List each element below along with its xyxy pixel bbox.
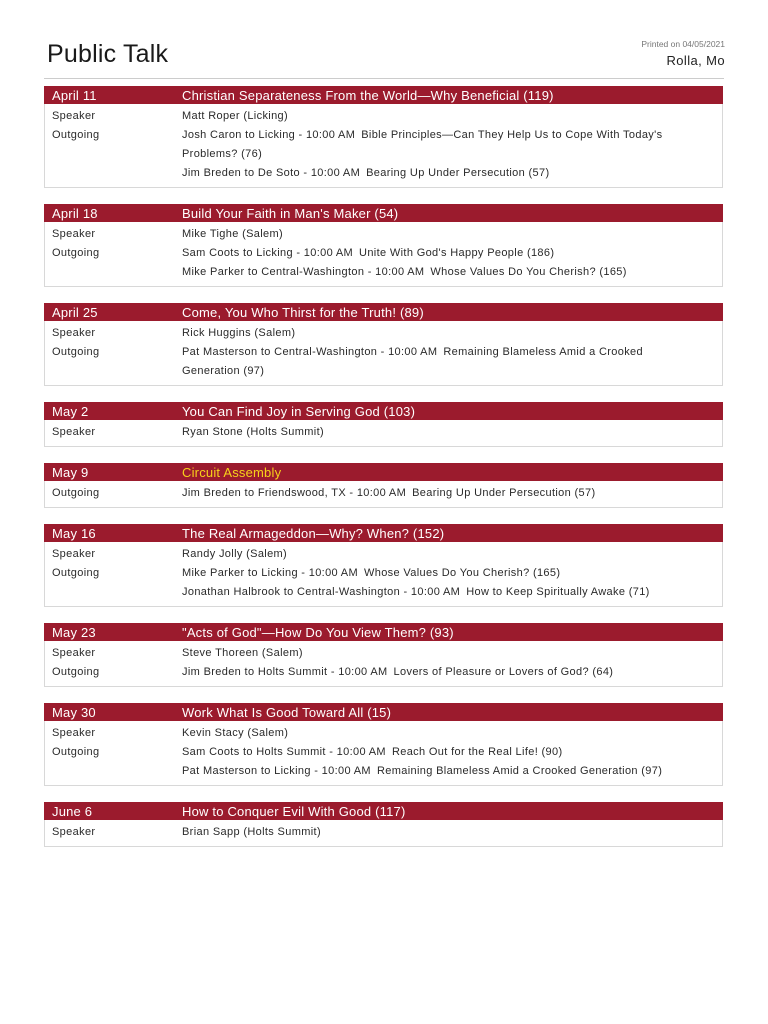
week-date: April 25 [52,304,98,320]
detail-text [182,244,722,263]
assignment-text: Kevin Stacy (Salem) [182,727,289,739]
assignment-text: Sam Coots to Holts Summit - 10:00 AM [182,746,386,758]
detail-row [45,545,722,564]
outgoing-talk-title: Whose Values Do You Cherish? (165) [430,266,627,278]
assignment-text: Brian Sapp (Holts Summit) [182,826,321,838]
schedule-week [44,463,723,508]
schedule-week [44,402,723,447]
detail-label: Speaker [52,548,96,560]
week-header-bar [44,204,723,222]
assignment-text: Jim Breden to Holts Summit - 10:00 AM [182,666,388,678]
week-talk-title: The Real Armageddon—Why? When? (152) [182,525,445,541]
schedule-week [44,703,723,786]
outgoing-talk-title: Reach Out for the Real Life! (90) [391,746,563,758]
outgoing-talk-title: Whose Values Do You Cherish? (165) [364,567,561,579]
detail-text [182,663,722,682]
detail-label [45,762,182,781]
detail-label [45,164,182,183]
detail-label: Outgoing [52,129,100,141]
week-header-bar [44,463,723,481]
week-date: April 11 [52,87,97,103]
assignment-text: Pat Masterson to Central-Washington - 10:00 AM [182,346,438,358]
week-details [44,222,723,287]
detail-label: Outgoing [52,487,100,499]
schedule-week [44,303,723,386]
week-details [44,481,723,508]
week-details [44,321,723,386]
detail-label [45,583,182,602]
week-date: May 16 [52,525,96,541]
week-date: May 30 [52,704,96,720]
week-talk-title: Build Your Faith in Man's Maker (54) [182,205,399,221]
assignment-text: Jonathan Halbrook to Central-Washington - 10:00 AM [182,586,461,598]
outgoing-talk-title: Unite With God's Happy People (186) [359,247,555,259]
assignment-text: Steve Thoreen (Salem) [182,647,303,659]
detail-row [45,583,722,602]
week-date: April 18 [52,205,98,221]
assignment-text: Rick Huggins (Salem) [182,327,296,339]
week-details [44,641,723,687]
detail-label: Speaker [52,327,96,339]
header-divider [44,78,724,79]
detail-row [45,644,722,663]
week-talk-title: Work What Is Good Toward All (15) [182,704,392,720]
assignment-text: Josh Caron to Licking - 10:00 AM [182,129,356,141]
week-header-bar [44,86,723,104]
detail-row [45,423,722,442]
congregation-location: Rolla, Mo [666,53,725,68]
detail-text [182,423,722,442]
week-event-title: Circuit Assembly [182,464,282,480]
detail-text [182,324,722,343]
detail-label: Speaker [52,228,96,240]
detail-row [45,244,722,263]
detail-label: Outgoing [52,746,100,758]
detail-label: Speaker [52,727,96,739]
detail-row [45,484,722,503]
assignment-text: Jim Breden to De Soto - 10:00 AM [182,167,361,179]
detail-label: Outgoing [52,346,100,358]
schedule-week [44,802,723,847]
detail-row [45,564,722,583]
schedule-week [44,204,723,287]
week-date: May 9 [52,464,89,480]
detail-text [182,343,722,381]
week-details [44,420,723,447]
detail-label: Outgoing [52,247,100,259]
detail-label: Speaker [52,110,96,122]
detail-text [182,545,722,564]
detail-row [45,663,722,682]
assignment-text: Randy Jolly (Salem) [182,548,288,560]
week-header-bar [44,303,723,321]
detail-row [45,164,722,183]
week-header-bar [44,703,723,721]
schedule-week [44,86,723,188]
week-date: June 6 [52,803,93,819]
outgoing-talk-title: How to Keep Spiritually Awake (71) [466,586,650,598]
detail-text [182,823,722,842]
schedule-week [44,623,723,687]
week-talk-title: Christian Separateness From the World—Why Beneficial (119) [182,87,554,103]
assignment-text: Mike Parker to Central-Washington - 10:00 AM [182,266,425,278]
assignment-text: Ryan Stone (Holts Summit) [182,426,325,438]
detail-label: Outgoing [52,567,100,579]
detail-row [45,823,722,842]
week-talk-title: You Can Find Joy in Serving God (103) [182,403,416,419]
schedule-week [44,524,723,607]
detail-text [182,484,722,503]
detail-row [45,126,722,164]
detail-text [182,564,722,583]
detail-row [45,743,722,762]
outgoing-talk-title: Remaining Blameless Amid a Crooked Generation (97) [376,765,663,777]
detail-text [182,263,722,282]
outgoing-talk-title: Bearing Up Under Persecution (57) [366,167,550,179]
week-details [44,721,723,786]
detail-text [182,644,722,663]
assignment-text: Matt Roper (Licking) [182,110,289,122]
outgoing-talk-title: Remaining Blameless Amid a Crooked Generation (97) [182,346,643,377]
detail-label [45,263,182,282]
detail-row [45,225,722,244]
week-details [44,542,723,607]
detail-label: Speaker [52,647,96,659]
week-date: May 23 [52,624,96,640]
detail-text [182,225,722,244]
week-talk-title: Come, You Who Thirst for the Truth! (89) [182,304,424,320]
week-header-bar [44,623,723,641]
detail-row [45,324,722,343]
week-header-bar [44,402,723,420]
detail-text [182,743,722,762]
detail-row [45,724,722,743]
week-header-bar [44,802,723,820]
detail-row [45,762,722,781]
detail-label: Speaker [52,826,96,838]
outgoing-talk-title: Lovers of Pleasure or Lovers of God? (64) [393,666,614,678]
outgoing-talk-title: Bible Principles—Can They Help Us to Cope With Today's Problems? (76) [182,129,663,160]
assignment-text: Pat Masterson to Licking - 10:00 AM [182,765,371,777]
assignment-text: Mike Parker to Licking - 10:00 AM [182,567,359,579]
printed-date: Printed on 04/05/2021 [641,39,725,49]
detail-text [182,126,722,164]
week-header-bar [44,524,723,542]
week-talk-title: "Acts of God"—How Do You View Them? (93) [182,624,454,640]
week-date: May 2 [52,403,89,419]
detail-text [182,107,722,126]
page-title: Public Talk [47,40,169,68]
detail-text [182,762,722,781]
detail-text [182,164,722,183]
week-details [44,820,723,847]
week-talk-title: How to Conquer Evil With Good (117) [182,803,406,819]
assignment-text: Mike Tighe (Salem) [182,228,284,240]
detail-row [45,263,722,282]
assignment-text: Jim Breden to Friendswood, TX - 10:00 AM [182,487,407,499]
detail-row [45,107,722,126]
detail-text [182,583,722,602]
detail-label: Speaker [52,426,96,438]
assignment-text: Sam Coots to Licking - 10:00 AM [182,247,354,259]
detail-label: Outgoing [52,666,100,678]
week-details [44,104,723,188]
detail-row [45,343,722,381]
outgoing-talk-title: Bearing Up Under Persecution (57) [412,487,596,499]
schedule-list [44,86,723,863]
detail-text [182,724,722,743]
